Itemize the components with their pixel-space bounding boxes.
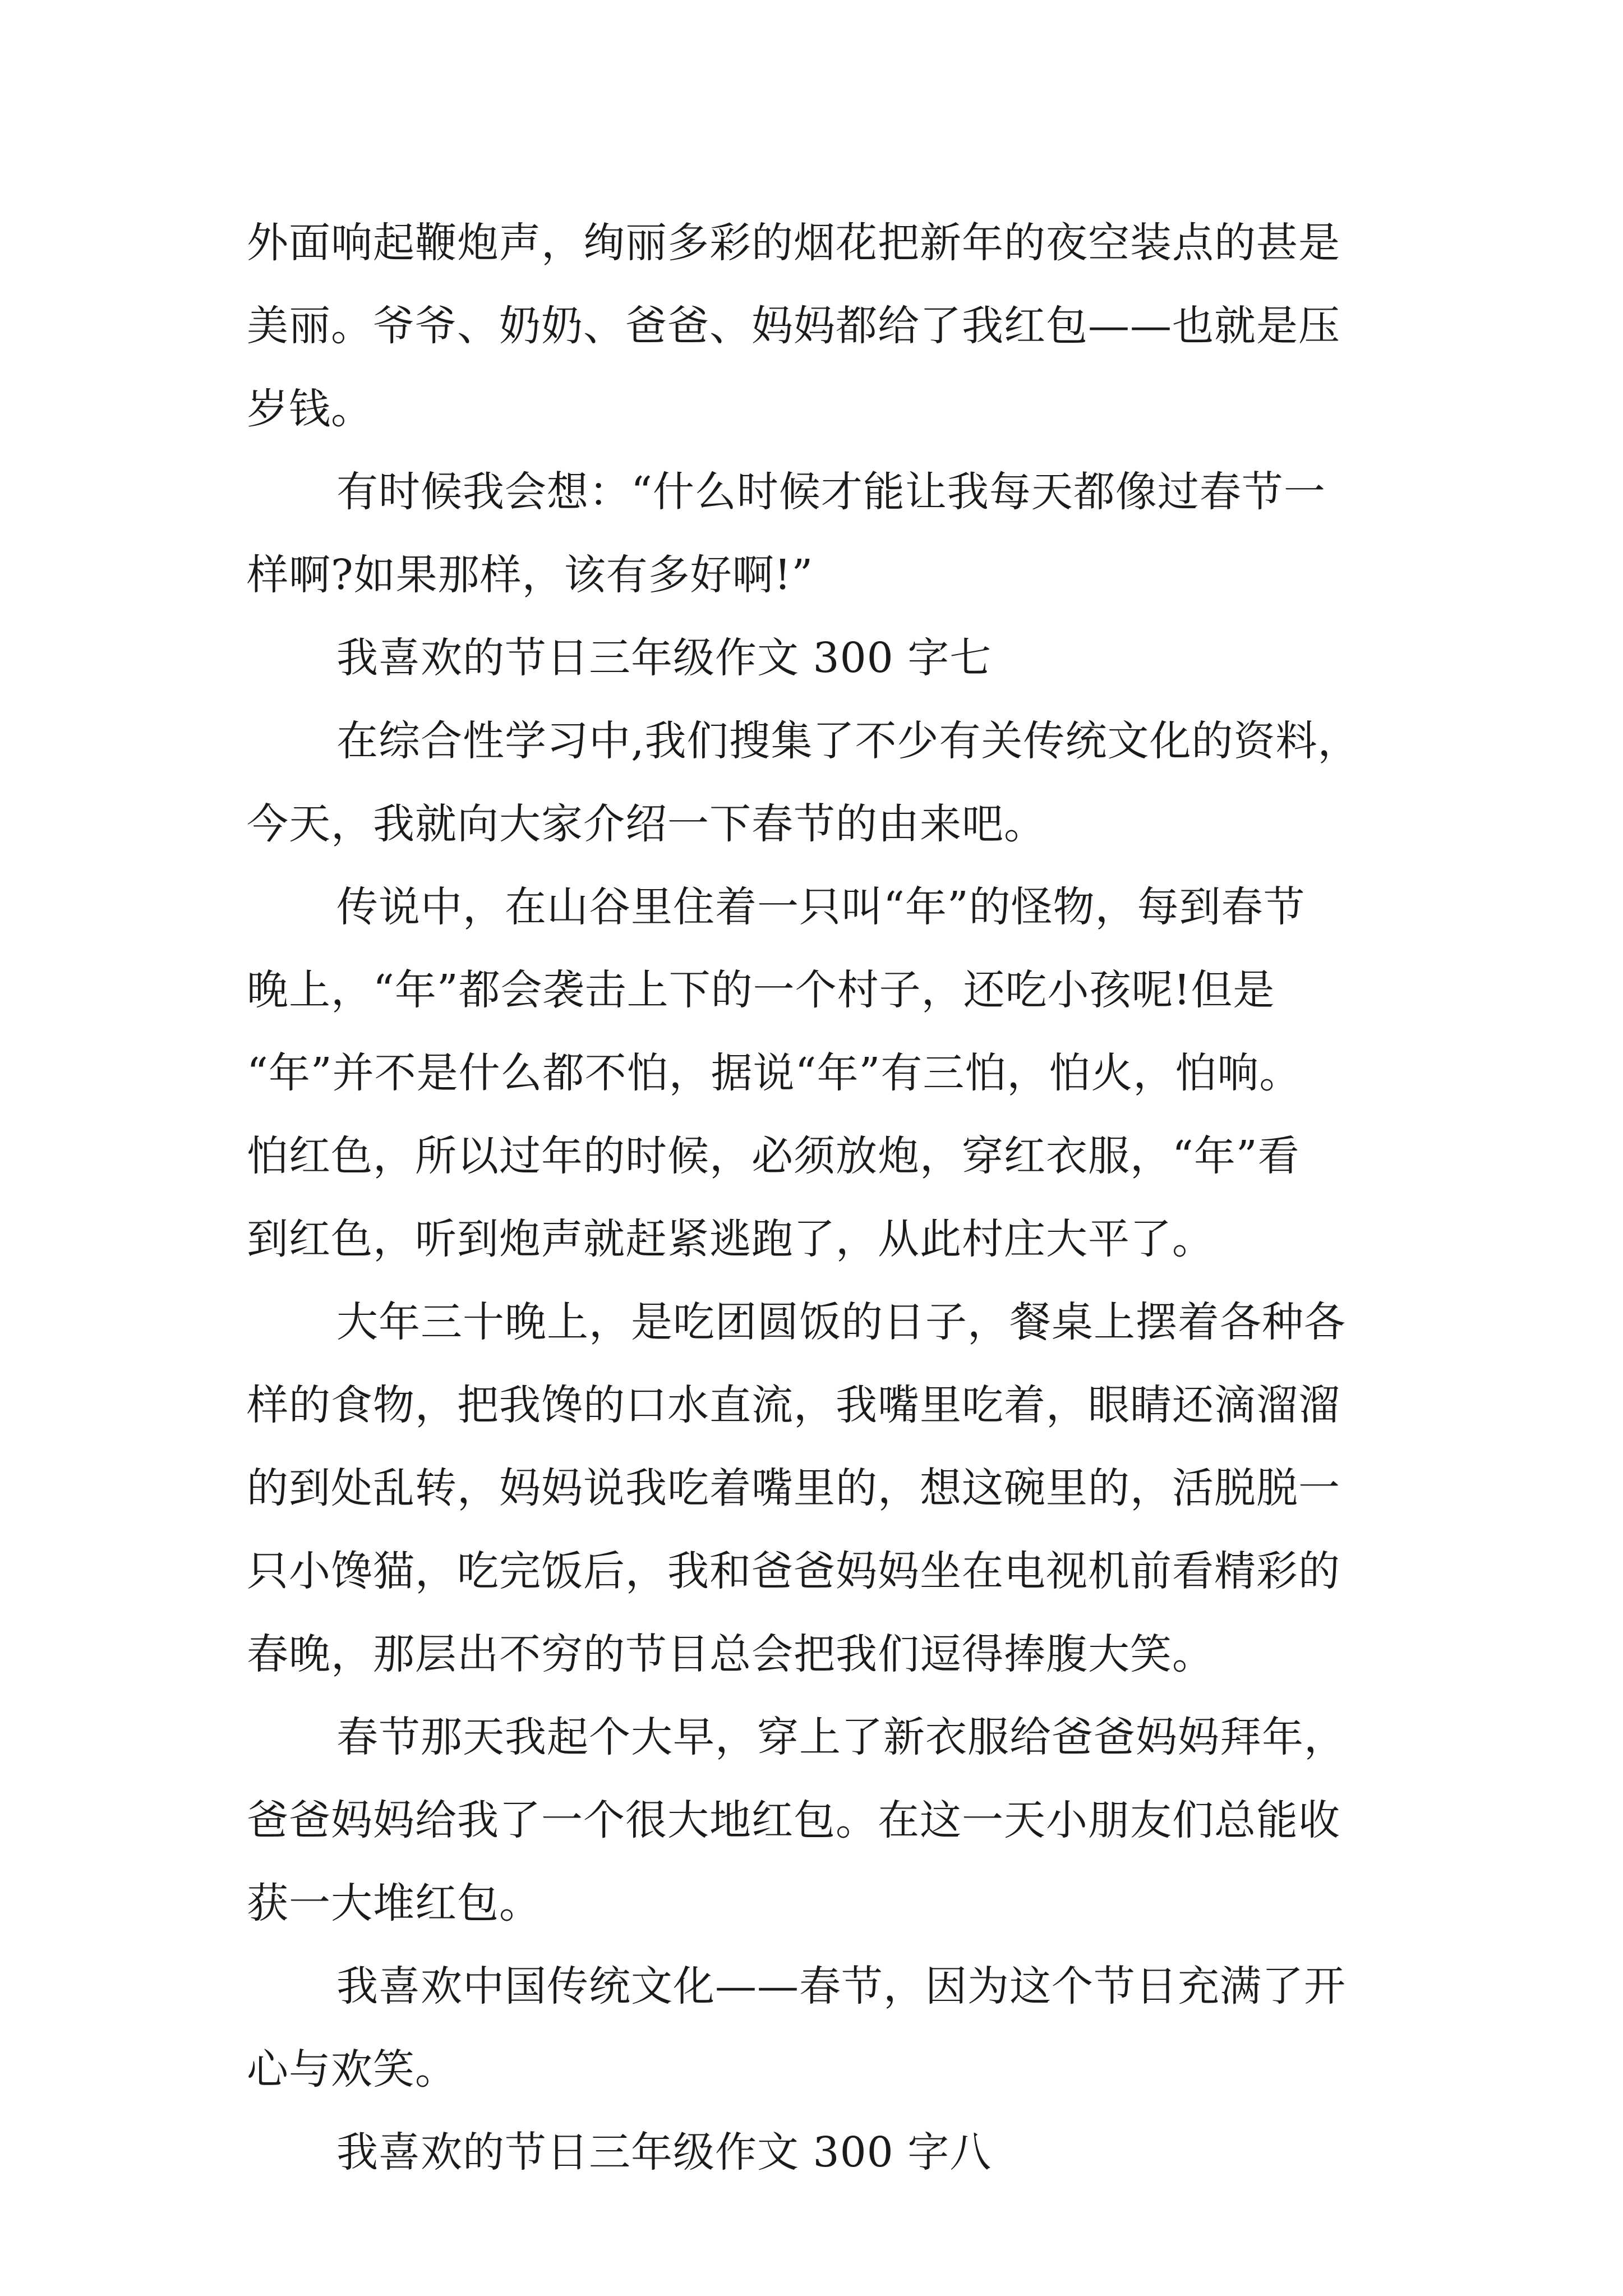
text-line: 岁钱。: [247, 385, 373, 433]
text-line: 样的食物，把我馋的口水直流，我嘴里吃着，眼睛还滴溜溜: [247, 1381, 1340, 1429]
text-line: 到红色，听到炮声就赶紧逃跑了，从此村庄大平了。: [247, 1215, 1214, 1263]
text-line: 春节那天我起个大早，穿上了新衣服给爸爸妈妈拜年，: [336, 1713, 1346, 1761]
text-line: 爸爸妈妈给我了一个很大地红包。在这一天小朋友们总能收: [247, 1796, 1340, 1844]
text-line: 外面响起鞭炮声，绚丽多彩的烟花把新年的夜空装点的甚是: [247, 219, 1340, 267]
text-line: 美丽。爷爷、奶奶、爸爸、妈妈都给了我红包——也就是压: [247, 302, 1340, 350]
text-line: 有时候我会想：“什么时候才能让我每天都像过春节一: [336, 468, 1326, 516]
text-line: 只小馋猫，吃完饭后，我和爸爸妈妈坐在电视机前看精彩的: [247, 1547, 1340, 1595]
text-line: 样啊?如果那样，该有多好啊!”: [247, 551, 814, 599]
text-line: 的到处乱转，妈妈说我吃着嘴里的，想这碗里的，活脱脱一: [247, 1464, 1340, 1512]
text-line: 晚上，“年”都会袭击上下的一个村子，还吃小孩呢!但是: [247, 966, 1275, 1014]
text-line: 在综合性学习中,我们搜集了不少有关传统文化的资料，: [336, 717, 1360, 765]
section-heading: 我喜欢的节日三年级作文 300 字七: [336, 634, 992, 682]
text-line: 传说中，在山谷里住着一只叫“年”的怪物，每到春节: [336, 883, 1306, 931]
text-line: 获一大堆红包。: [247, 1879, 541, 1927]
text-line: 我喜欢中国传统文化——春节，因为这个节日充满了开: [336, 1962, 1346, 2010]
text-line: “年”并不是什么都不怕，据说“年”有三怕，怕火，怕响。: [247, 1049, 1302, 1097]
text-line: 心与欢笑。: [247, 2045, 457, 2093]
text-line: 今天，我就向大家介绍一下春节的由来吧。: [247, 800, 1046, 848]
section-heading: 我喜欢的节日三年级作文 300 字八: [336, 2128, 992, 2177]
text-line: 大年三十晚上，是吃团圆饭的日子，餐桌上摆着各种各: [336, 1298, 1346, 1346]
text-line: 怕红色，所以过年的时候，必须放炮，穿红衣服，“年”看: [247, 1132, 1300, 1180]
text-line: 春晚，那层出不穷的节目总会把我们逗得捧腹大笑。: [247, 1630, 1214, 1678]
